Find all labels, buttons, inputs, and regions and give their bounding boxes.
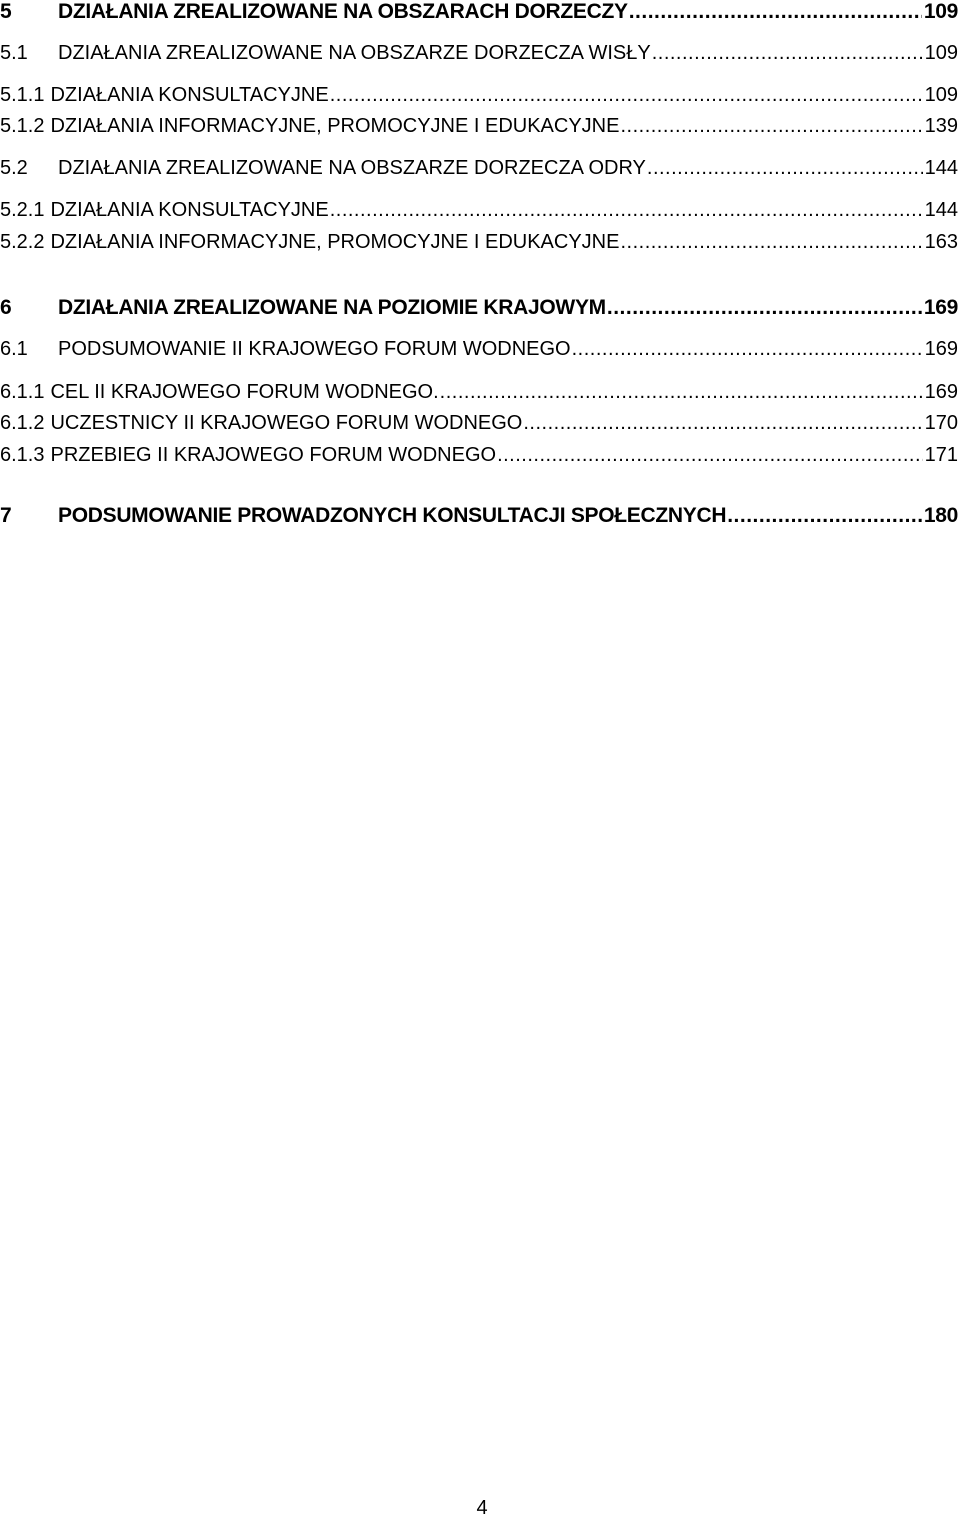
toc-entry[interactable] bbox=[0, 157, 958, 187]
toc-entry-title: PODSUMOWANIE II KRAJOWEGO FORUM WODNEGO bbox=[58, 338, 571, 360]
toc-entry-title: DZIAŁANIA ZREALIZOWANE NA OBSZARACH DORZECZY bbox=[58, 0, 628, 23]
toc-entry-page: 139 bbox=[924, 115, 958, 137]
toc-entry-page: 169 bbox=[923, 296, 958, 319]
toc-entry-number: 6.1.2 bbox=[0, 412, 45, 434]
toc-dot-leader bbox=[629, 0, 922, 24]
toc-entry-title: DZIAŁANIA KONSULTACYJNE bbox=[50, 199, 329, 221]
toc-entry-title: DZIAŁANIA INFORMACYJNE, PROMOCYJNE I EDUKACYJNE bbox=[50, 231, 620, 253]
toc-entry[interactable] bbox=[0, 115, 958, 145]
page-number: 4 bbox=[476, 1497, 488, 1519]
toc-entry-page: 163 bbox=[924, 231, 958, 253]
toc-dot-leader bbox=[652, 42, 923, 65]
toc-dot-leader bbox=[330, 199, 923, 222]
toc-entry-title: DZIAŁANIA ZREALIZOWANE NA OBSZARZE DORZECZA WISŁY bbox=[58, 42, 651, 64]
toc-entry-page: 109 bbox=[924, 84, 958, 106]
toc-entry-page: 144 bbox=[924, 199, 958, 221]
toc-entry[interactable] bbox=[0, 444, 958, 474]
toc-entry-page: 171 bbox=[924, 444, 958, 466]
toc-entry[interactable] bbox=[0, 84, 958, 114]
toc-entry-number: 5.1.2 bbox=[0, 115, 45, 137]
toc-dot-leader bbox=[572, 338, 923, 361]
toc-dot-leader bbox=[607, 296, 922, 320]
toc-entry-page: 109 bbox=[923, 0, 958, 23]
toc-entry-number: 6.1.3 bbox=[0, 444, 45, 466]
toc-entry-number: 5.1 bbox=[0, 42, 28, 64]
toc-entry-title: CEL II KRAJOWEGO FORUM WODNEGO. bbox=[50, 381, 439, 403]
toc-entry[interactable] bbox=[0, 338, 958, 368]
toc-entry[interactable] bbox=[0, 504, 958, 534]
toc-dot-leader bbox=[620, 115, 922, 138]
toc-entry-page: 180 bbox=[923, 504, 958, 527]
toc-entry[interactable] bbox=[0, 199, 958, 229]
toc-dot-leader bbox=[727, 504, 922, 528]
toc-entry-number: 5 bbox=[0, 0, 12, 23]
toc-dot-leader bbox=[523, 412, 922, 435]
toc-entry-title: PODSUMOWANIE PROWADZONYCH KONSULTACJI SPOŁECZNYCH bbox=[58, 504, 727, 527]
toc-entry-page: 169 bbox=[924, 338, 958, 360]
toc-entry[interactable] bbox=[0, 381, 958, 411]
toc-entry[interactable] bbox=[0, 42, 958, 72]
toc-entry-number: 5.2.2 bbox=[0, 231, 45, 253]
toc-entry-title: PRZEBIEG II KRAJOWEGO FORUM WODNEGO bbox=[50, 444, 497, 466]
toc-entry-number: 7 bbox=[0, 504, 12, 527]
toc-entry-number: 6.1.1 bbox=[0, 381, 45, 403]
toc-dot-leader bbox=[330, 84, 923, 107]
toc-dot-leader bbox=[497, 444, 923, 467]
toc-entry[interactable] bbox=[0, 231, 958, 261]
toc-entry-page: 170 bbox=[924, 412, 958, 434]
toc-entry-number: 6.1 bbox=[0, 338, 28, 360]
toc-entry-title: DZIAŁANIA ZREALIZOWANE NA OBSZARZE DORZECZA ODRY bbox=[58, 157, 646, 179]
toc-entry-title: DZIAŁANIA KONSULTACYJNE bbox=[50, 84, 329, 106]
toc-entry[interactable] bbox=[0, 412, 958, 442]
toc-entry-page: 109 bbox=[924, 42, 958, 64]
toc-dot-leader bbox=[647, 157, 923, 180]
toc-entry-title: DZIAŁANIA INFORMACYJNE, PROMOCYJNE I EDUKACYJNE bbox=[50, 115, 620, 137]
toc-entry-number: 5.2.1 bbox=[0, 199, 45, 221]
toc-entry-number: 6 bbox=[0, 296, 12, 319]
toc-dot-leader bbox=[440, 381, 923, 404]
toc-entry-number: 5.2 bbox=[0, 157, 28, 179]
toc-dot-leader bbox=[620, 231, 922, 254]
toc-entry-page: 144 bbox=[924, 157, 958, 179]
toc-entry-title: DZIAŁANIA ZREALIZOWANE NA POZIOMIE KRAJOWYM bbox=[58, 296, 606, 319]
toc-entry[interactable] bbox=[0, 0, 958, 30]
toc-entry-page: 169 bbox=[924, 381, 958, 403]
toc-entry[interactable] bbox=[0, 296, 958, 326]
toc-entry-title: UCZESTNICY II KRAJOWEGO FORUM WODNEGO bbox=[50, 412, 523, 434]
toc-entry-number: 5.1.1 bbox=[0, 84, 45, 106]
